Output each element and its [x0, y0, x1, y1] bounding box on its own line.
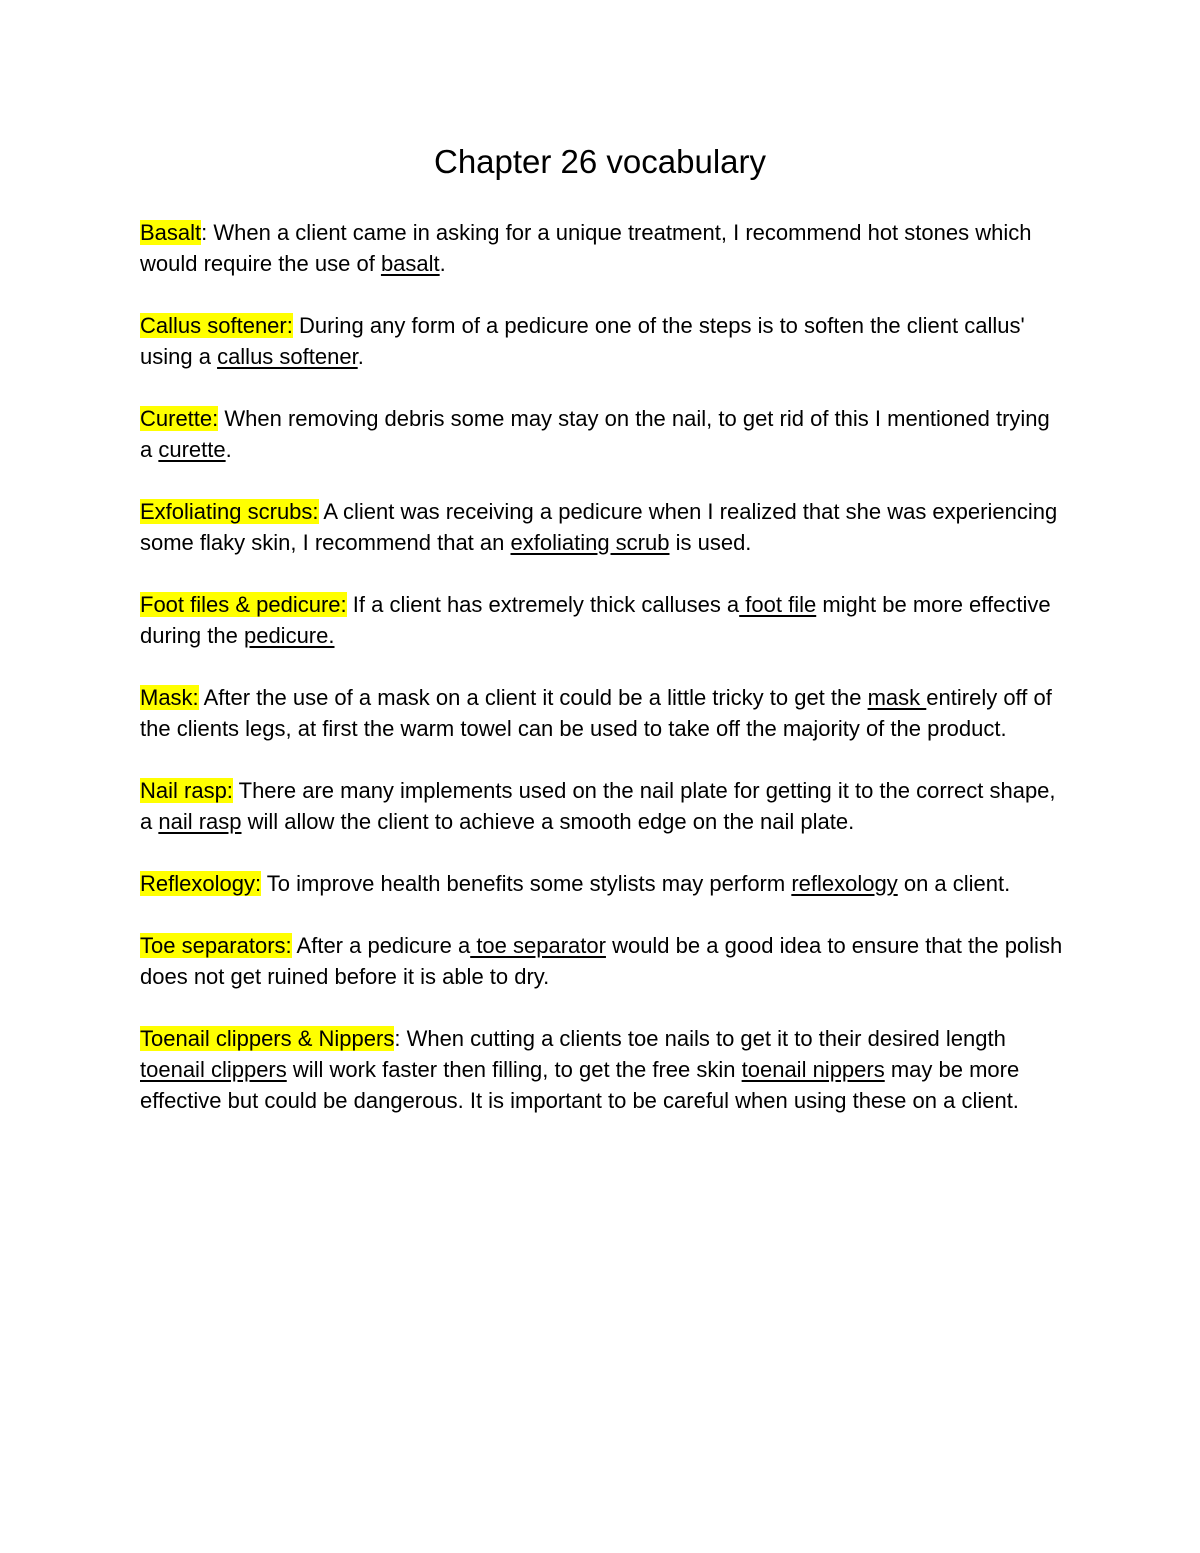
underlined-term: toenail clippers: [140, 1057, 287, 1082]
vocabulary-term: Basalt: [140, 220, 202, 245]
vocabulary-entry: [140, 775, 1065, 837]
underlined-term: exfoliating scrub: [510, 530, 670, 555]
vocabulary-entry: [140, 868, 1065, 899]
definition-text: .: [439, 251, 446, 276]
vocabulary-term: Toenail clippers & Nippers: [140, 1026, 395, 1051]
vocabulary-term: Foot files & pedicure:: [140, 592, 347, 617]
vocabulary-entry: [140, 496, 1065, 558]
underlined-term: pedicure.: [243, 623, 335, 648]
vocabulary-term: Toe separators:: [140, 933, 292, 958]
definition-text: .: [225, 437, 232, 462]
vocabulary-term: Mask:: [140, 685, 199, 710]
definition-text: on a client.: [897, 871, 1011, 896]
definition-text: may be more effective but could be dangerous. It is important to be careful when using these on a client.: [140, 1057, 1020, 1113]
definition-text: entirely off of the clients legs, at first the warm towel can be used to take off the majority of the product.: [140, 685, 1052, 741]
underlined-term: toenail nippers: [741, 1057, 885, 1082]
vocabulary-term: Curette:: [140, 406, 219, 431]
definition-text: A client was receiving a pedicure when I realized that she was experiencing some flaky skin, I recommend that an: [140, 499, 1058, 555]
definition-text: When removing debris some may stay on the nail, to get rid of this I mentioned trying a: [140, 406, 1050, 462]
vocabulary-entry: [140, 589, 1065, 651]
definition-text: There are many implements used on the nail plate for getting it to the correct shape, a: [140, 778, 1056, 834]
underlined-term: toe separator: [470, 933, 606, 958]
definition-text: is used.: [669, 530, 752, 555]
definition-text: will work faster then filling, to get the free skin: [286, 1057, 742, 1082]
vocabulary-term: Reflexology:: [140, 871, 262, 896]
vocabulary-entry: [140, 930, 1065, 992]
definition-text: After a pedicure a: [291, 933, 471, 958]
definition-text: During any form of a pedicure one of the steps is to soften the client callus' using a: [140, 313, 1025, 369]
underlined-term: nail rasp: [158, 809, 242, 834]
vocabulary-entry: [140, 1023, 1065, 1116]
vocabulary-entry: [140, 403, 1065, 465]
document-title: Chapter 26 vocabulary: [433, 143, 767, 180]
definition-text: After the use of a mask on a client it could be a little tricky to get the: [198, 685, 868, 710]
underlined-term: reflexology: [791, 871, 898, 896]
vocabulary-term: Exfoliating scrubs:: [140, 499, 319, 524]
definition-text: : When cutting a clients toe nails to get it to their desired length: [394, 1026, 1006, 1051]
vocabulary-term: Nail rasp:: [140, 778, 233, 803]
underlined-term: curette: [158, 437, 226, 462]
vocabulary-entry: [140, 310, 1065, 372]
definition-text: .: [357, 344, 364, 369]
underlined-term: mask: [867, 685, 927, 710]
vocabulary-list: [140, 217, 1065, 1147]
vocabulary-term: Callus softener:: [140, 313, 293, 338]
definition-text: would be a good idea to ensure that the polish does not get ruined before it is able to dry.: [140, 933, 1063, 989]
underlined-term: callus softener: [217, 344, 358, 369]
underlined-term: foot file: [739, 592, 817, 617]
definition-text: might be more effective during the: [140, 592, 1051, 648]
vocabulary-entry: [140, 682, 1065, 744]
definition-text: will allow the client to achieve a smooth edge on the nail plate.: [241, 809, 855, 834]
definition-text: If a client has extremely thick calluses a: [346, 592, 740, 617]
underlined-term: basalt: [380, 251, 440, 276]
definition-text: : When a client came in asking for a unique treatment, I recommend hot stones which would require the use of: [140, 220, 1032, 276]
definition-text: To improve health benefits some stylists may perform: [261, 871, 792, 896]
vocabulary-entry: [140, 217, 1065, 279]
